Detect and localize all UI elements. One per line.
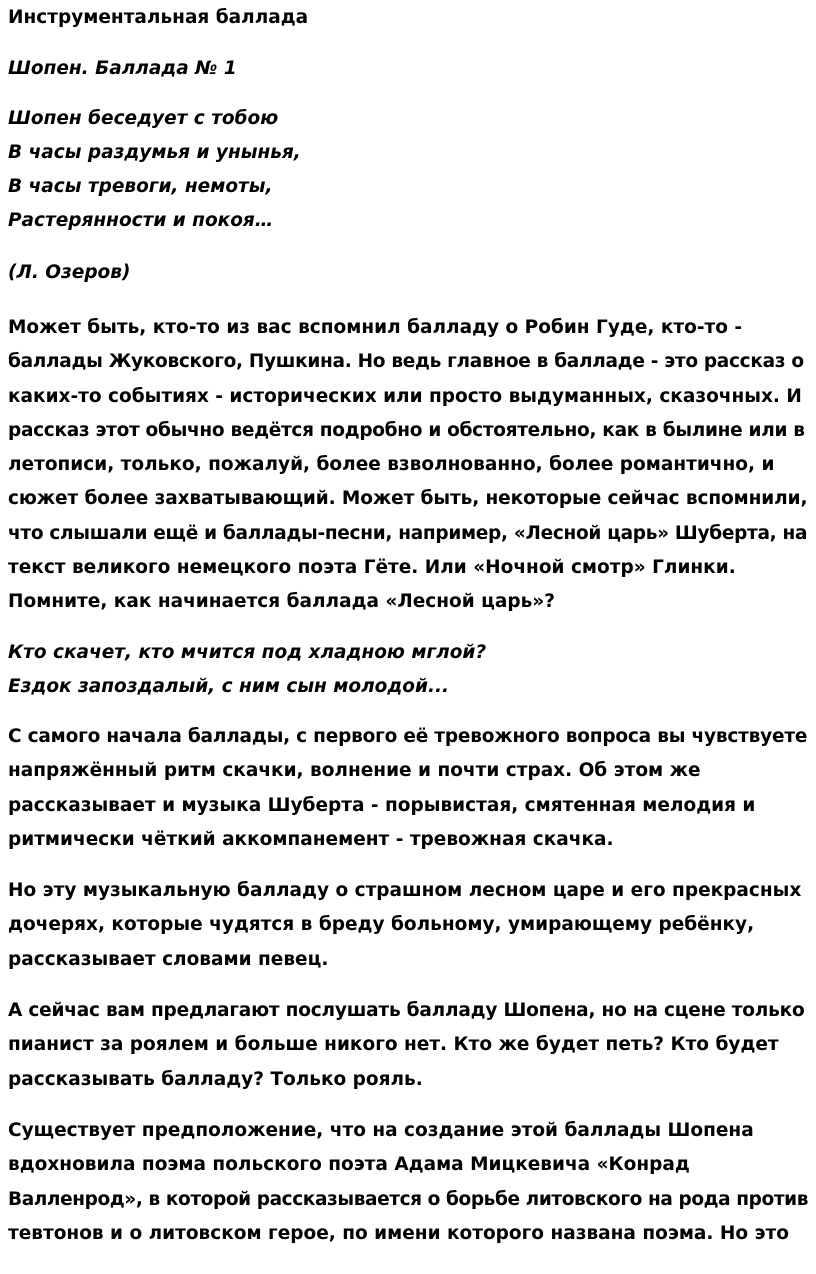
paragraph-2 [8, 720, 810, 857]
epigraph [8, 102, 810, 238]
paragraph-line: ритмически чёткий аккомпанемент - тревожная скачка. [8, 828, 614, 850]
paragraph-line: вдохновила поэма польского поэта Адама Мицкевича «Конрад [8, 1154, 690, 1176]
paragraph-line: дочерях, которые чудятся в бреду больному, умирающему ребёнку, [8, 914, 755, 936]
paragraph-line: рассказывает и музыка Шуберта - порывистая, смятенная мелодия и [8, 794, 756, 816]
paragraph-line: Существует предположение, что на создание этой баллады Шопена [8, 1120, 754, 1141]
paragraph-line: что слышали ещё и баллады-песни, например, «Лесной царь» Шуберта, на [8, 522, 808, 544]
subheading-text: Шопен. Баллада № 1 [8, 58, 237, 79]
paragraph-4 [8, 994, 810, 1097]
paragraph-line: рассказывает словами певец. [8, 948, 329, 970]
paragraph-line: рассказывать балладу? Только рояль. [8, 1068, 423, 1090]
document-subheading [8, 52, 810, 86]
epigraph-line: Шопен беседует с тобою [8, 108, 279, 129]
quote-line: Кто скачет, кто мчится под хладною мглой? [8, 642, 487, 663]
paragraph-5 [8, 1114, 810, 1251]
paragraph-line: баллады Жуковского, Пушкина. Но ведь главное в балладе - это рассказ о [8, 351, 804, 373]
document-heading [8, 1, 810, 35]
paragraph-line: Валленрод», в которой рассказывается о борьбе литовского на рода против [8, 1188, 809, 1210]
paragraph-line: С самого начала баллады, с первого её тревожного вопроса вы чувствуете [8, 726, 808, 747]
attribution-text: (Л. Озеров) [8, 262, 131, 283]
epigraph-line: В часы раздумья и унынья, [8, 142, 301, 163]
quote [8, 636, 810, 704]
paragraph-1 [8, 311, 810, 620]
paragraph-line: пианист за роялем и больше никого нет. Кто же будет петь? Кто будет [8, 1034, 779, 1056]
paragraph-line: сюжет более захватывающий. Может быть, некоторые сейчас вспомнили, [8, 488, 808, 510]
paragraph-line: напряжённый ритм скачки, волнение и почти страх. Об этом же [8, 760, 701, 782]
paragraph-line: А сейчас вам предлагают послушать балладу Шопена, но на сцене только [8, 1000, 805, 1021]
heading-text: Инструментальная баллада [8, 7, 309, 28]
paragraph-line: тевтонов и о литовском герое, по имени которого названа поэма. Но это [8, 1222, 789, 1244]
paragraph-line: летописи, только, пожалуй, более взволнованно, более романтично, и [8, 454, 775, 476]
paragraph-line: Может быть, кто-то из вас вспомнил балладу о Робин Гуде, кто-то - [8, 317, 743, 338]
epigraph-line: В часы тревоги, немоты, [8, 176, 273, 197]
paragraph-line: каких-то событиях - исторических или просто выдуманных, сказочных. И [8, 385, 802, 407]
paragraph-line: Помните, как начинается баллада «Лесной царь»? [8, 591, 555, 613]
quote-line: Ездок запоздалый, с ним сын молодой... [8, 676, 450, 697]
epigraph-attribution [8, 256, 810, 290]
paragraph-3 [8, 874, 810, 977]
paragraph-line: Но эту музыкальную балладу о страшном лесном царе и его прекрасных [8, 880, 802, 901]
epigraph-line: Растерянности и покоя… [8, 210, 274, 231]
paragraph-line: рассказ этот обычно ведётся подробно и обстоятельно, как в былине или в [8, 419, 805, 441]
paragraph-line: текст великого немецкого поэта Гёте. Или «Ночной смотр» Глинки. [8, 557, 736, 579]
